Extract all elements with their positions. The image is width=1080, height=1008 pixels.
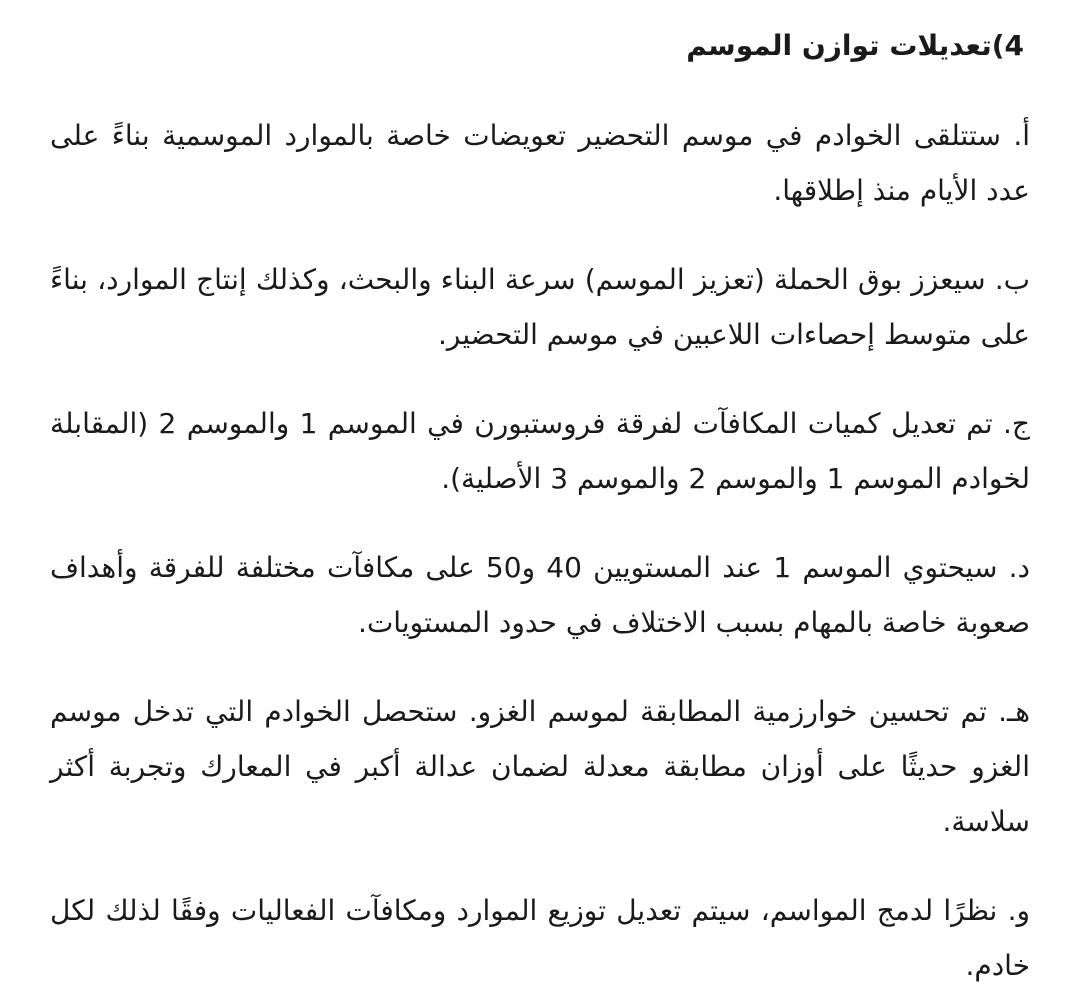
section-title: 4)تعديلات توازن الموسم [686,29,1024,62]
paragraph-f: و. نظرًا لدمج المواسم، سيتم تعديل توزيع الموارد ومكافآت الفعاليات وفقًا لذلك لكل خادم. [50,894,1030,982]
paragraph-b: ب. سيعزز بوق الحملة (تعزيز الموسم) سرعة البناء والبحث، وكذلك إنتاج الموارد، بناءً على متوسط إحصاءات اللاعبين في موسم التحضير. [50,263,1030,351]
paragraph-e: هـ. تم تحسين خوارزمية المطابقة لموسم الغزو. ستحصل الخوادم التي تدخل موسم الغزو حديثًا على أوزان مطابقة معدلة لضمان عدالة أكبر في المعارك وتجربة أكثر سلاسة. [50,695,1030,838]
paragraph-a: أ. ستتلقى الخوادم في موسم التحضير تعويضات خاصة بالموارد الموسمية بناءً على عدد الأيام منذ إطلاقها. [50,119,1030,207]
paragraph-d: د. سيحتوي الموسم 1 عند المستويين 40 و50 على مكافآت مختلفة للفرقة وأهداف صعوبة خاصة بالمهام بسبب الاختلاف في حدود المستويات. [50,551,1030,639]
paragraph-c: ج. تم تعديل كميات المكافآت لفرقة فروستبورن في الموسم 1 والموسم 2 (المقابلة لخوادم الموسم 1 والموسم 2 والموسم 3 الأصلية). [50,407,1031,495]
